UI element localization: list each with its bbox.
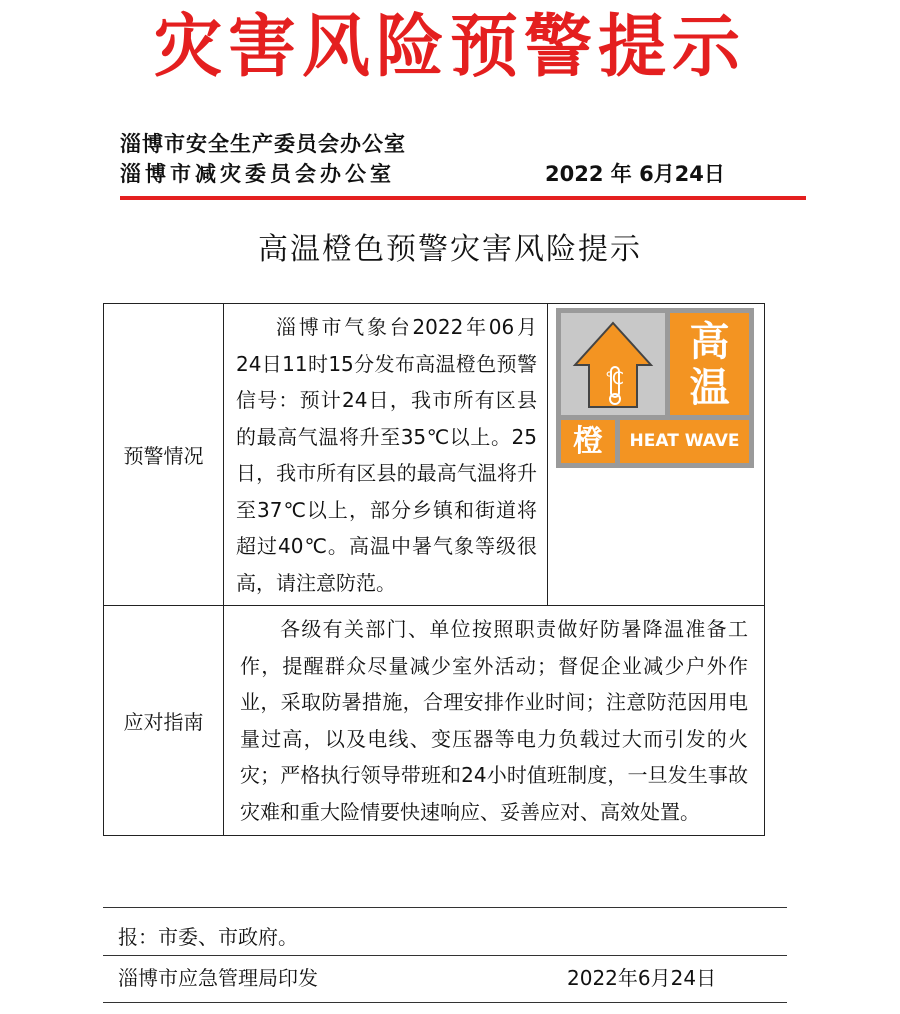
badge-heat-wave-block [620,420,749,463]
warning-paragraph: 淄博市气象台2022年06月24日11时15分发布高温橙色预警信号：预计24日，我市所有区县的最高气温将升至35℃以上。25日，我市所有区县的最高气温将升至37℃以上，部分乡镇和街道将超过40℃。高温中暑气象等级很高，请注意防范。 [236,315,537,595]
warning-label: 预警情况 [104,304,224,606]
printing-office: 淄博市应急管理局印发 [118,966,318,990]
badge-char-wen: 温 [689,365,730,411]
badge-gao-wen-block [670,313,749,415]
warning-text [224,304,548,606]
guide-label: 应对指南 [104,606,224,836]
report-to-line: 报：市委、市政府。 [118,925,298,949]
issuer-safety-committee: 淄博市安全生产委员会办公室 [120,132,406,156]
badge-cheng-block [561,420,615,463]
guide-paragraph: 各级有关部门、单位按照职责做好防暑降温准备工作，提醒群众尽量减少室外活动；督促企业减少户外作业，采取防暑措施，合理安排作业时间；注意防范因用电量过高，以及电线、变压器等电力负载过大而引发的火灾；严格执行领导带班和24小时值班制度，一旦发生事故灾难和重大险情要快速响应、妥善应对、高效处置。 [240,617,748,824]
badge-char-gao: 高 [689,319,730,365]
degree-celsius-symbol: ℃ [605,369,625,389]
house-thermometer-box [561,313,665,415]
footer-divider-top [103,907,787,908]
guide-row [104,606,765,836]
masthead-title: 灾害风险预警提示 [153,8,746,87]
issue-date: 2022 年 6月24日 [545,162,725,186]
badge-heat-wave-text: HEAT WAVE [629,431,740,451]
house-icon [561,313,665,415]
document-title: 高温橙色预警灾害风险提示 [258,232,642,267]
red-divider [120,196,806,200]
badge-char-cheng: 橙 [573,424,603,459]
warning-table [103,303,765,836]
footer-divider-bottom [103,1002,787,1003]
heat-wave-orange-badge [556,308,754,468]
warning-row [104,304,765,606]
issuer-disaster-committee: 淄博市减灾委员会办公室 [120,162,395,186]
guide-text [224,606,765,836]
footer-divider-middle [103,955,787,956]
badge-cell [548,304,765,606]
print-date: 2022年6月24日 [567,966,717,990]
